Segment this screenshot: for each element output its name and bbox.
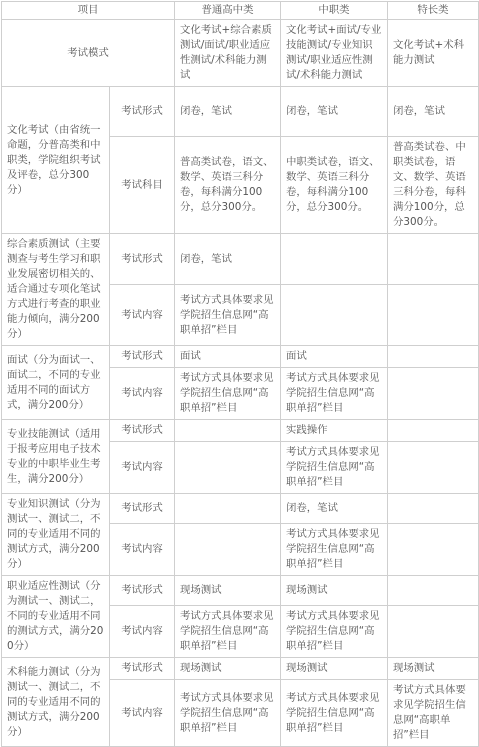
culture-form-special: 闭卷，笔试 <box>388 87 479 137</box>
empty-cell <box>175 494 281 524</box>
skill-form-label: 考试形式 <box>110 420 175 442</box>
adapt-content-vocational: 考试方式具体要求见学院招生信息网“高职单招”栏目 <box>281 606 388 658</box>
empty-cell <box>388 442 479 494</box>
table-row <box>2 420 479 442</box>
interview-content-general: 考试方式具体要求见学院招生信息网“高职单招”栏目 <box>175 368 281 420</box>
interview-form-general: 面试 <box>175 346 281 368</box>
empty-cell <box>388 234 479 285</box>
art-form-special: 现场测试 <box>388 658 479 680</box>
table-row <box>2 658 479 680</box>
mode-general: 文化考试+综合素质测试/面试/职业适应性测试/术科能力测试 <box>175 20 281 87</box>
empty-cell <box>388 285 479 346</box>
empty-cell <box>388 420 479 442</box>
art-label: 术科能力测试（分为测试一、测试二，不同的专业适用不同的测试方式，满分200分） <box>2 658 110 747</box>
art-form-label: 考试形式 <box>110 658 175 680</box>
knowledge-content-label: 考试内容 <box>110 524 175 576</box>
header-item: 项目 <box>2 2 175 20</box>
comprehensive-content-label: 考试内容 <box>110 285 175 346</box>
exam-table <box>1 1 479 747</box>
culture-label: 文化考试（由省统一命题，分普高类和中职类，学院组织考试及评卷，总分300分） <box>2 87 110 234</box>
empty-cell <box>388 494 479 524</box>
culture-form-vocational: 闭卷，笔试 <box>281 87 388 137</box>
interview-form-label: 考试形式 <box>110 346 175 368</box>
empty-cell <box>388 606 479 658</box>
art-content-general: 考试方式具体要求见学院招生信息网“高职单招”栏目 <box>175 680 281 747</box>
interview-content-vocational: 考试方式具体要求见学院招生信息网“高职单招”栏目 <box>281 368 388 420</box>
skill-content-label: 考试内容 <box>110 442 175 494</box>
table-row <box>2 87 479 137</box>
adapt-form-label: 考试形式 <box>110 576 175 606</box>
culture-form-general: 闭卷，笔试 <box>175 87 281 137</box>
art-form-general: 现场测试 <box>175 658 281 680</box>
empty-cell <box>388 524 479 576</box>
knowledge-content-vocational: 考试方式具体要求见学院招生信息网“高职单招”栏目 <box>281 524 388 576</box>
art-content-label: 考试内容 <box>110 680 175 747</box>
interview-label: 面试（分为面试一、面试二，不同的专业适用不同的面试方式，满分200分） <box>2 346 110 420</box>
table-row <box>2 20 479 87</box>
culture-subject-special: 普高类试卷、中职类试卷，语文、数学、英语三科分卷，每科满分100分，总分300分。 <box>388 137 479 234</box>
comprehensive-content-general: 考试方式具体要求见学院招生信息网“高职单招”栏目 <box>175 285 281 346</box>
table-row <box>2 346 479 368</box>
comprehensive-label: 综合素质测试（主要测查与考生学习和职业发展密切相关的、适合通过专项化笔试方式进行考查的职业能力倾向，满分200分） <box>2 234 110 346</box>
adapt-content-general: 考试方式具体要求见学院招生信息网“高职单招”栏目 <box>175 606 281 658</box>
adapt-form-vocational: 现场测试 <box>281 576 388 606</box>
mode-vocational: 文化考试+面试/专业技能测试/专业知识测试/职业适应性测试/术科能力测试 <box>281 20 388 87</box>
empty-cell <box>175 524 281 576</box>
empty-cell <box>388 368 479 420</box>
skill-form-vocational: 实践操作 <box>281 420 388 442</box>
interview-content-label: 考试内容 <box>110 368 175 420</box>
culture-subject-vocational: 中职类试卷，语文、数学、英语三科分卷，每科满分100分，总分300分。 <box>281 137 388 234</box>
header-vocational: 中职类 <box>281 2 388 20</box>
knowledge-form-label: 考试形式 <box>110 494 175 524</box>
table-row <box>2 494 479 524</box>
mode-label: 考试模式 <box>2 20 175 87</box>
mode-special: 文化考试+术科能力测试 <box>388 20 479 87</box>
header-special: 特长类 <box>388 2 479 20</box>
empty-cell <box>175 420 281 442</box>
interview-form-vocational: 面试 <box>281 346 388 368</box>
knowledge-label: 专业知识测试（分为测试一、测试二，不同的专业适用不同的测试方式，满分200分） <box>2 494 110 576</box>
adapt-label: 职业适应性测试（分为测试一、测试二，不同的专业适用不同的测试方式，满分200分） <box>2 576 110 658</box>
header-general: 普通高中类 <box>175 2 281 20</box>
adapt-form-general: 现场测试 <box>175 576 281 606</box>
comprehensive-form-label: 考试形式 <box>110 234 175 285</box>
table-row <box>2 234 479 285</box>
culture-subject-label: 考试科目 <box>110 137 175 234</box>
skill-label: 专业技能测试（适用于报考应用电子技术专业的中职毕业生考生，满分200分） <box>2 420 110 494</box>
art-content-special: 考试方式具体要求见学院招生信息网“高职单招”栏目 <box>388 680 479 747</box>
knowledge-form-vocational: 闭卷，笔试 <box>281 494 388 524</box>
adapt-content-label: 考试内容 <box>110 606 175 658</box>
empty-cell <box>388 346 479 368</box>
empty-cell <box>281 285 388 346</box>
table-header-row <box>2 2 479 20</box>
skill-content-vocational: 考试方式具体要求见学院招生信息网“高职单招”栏目 <box>281 442 388 494</box>
culture-form-label: 考试形式 <box>110 87 175 137</box>
comprehensive-form-general: 闭卷，笔试 <box>175 234 281 285</box>
empty-cell <box>175 442 281 494</box>
culture-subject-general: 普高类试卷，语文、数学、英语三科分卷，每科满分100分，总分300分。 <box>175 137 281 234</box>
empty-cell <box>281 234 388 285</box>
art-form-vocational: 现场测试 <box>281 658 388 680</box>
table-row <box>2 576 479 606</box>
art-content-vocational: 考试方式具体要求见学院招生信息网“高职单招”栏目 <box>281 680 388 747</box>
empty-cell <box>388 576 479 606</box>
